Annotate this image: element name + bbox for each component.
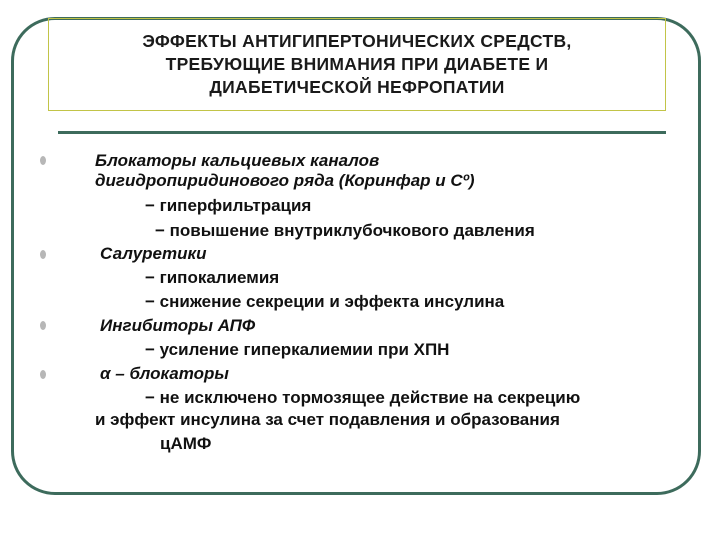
title-divider — [58, 131, 666, 134]
effect-item: − снижение секреции и эффекта инсулина — [145, 292, 505, 311]
effect-item: − усиление гиперкалиемии при ХПН — [145, 340, 450, 359]
effect-item: и эффект инсулина за счет подавления и образования — [95, 410, 560, 429]
effect-item: − не исключено тормозящее действие на секрецию — [145, 388, 581, 407]
effect-item: − гиперфильтрация — [145, 196, 312, 215]
drug-class-heading: Салуретики — [100, 244, 207, 263]
bullet-marker — [40, 370, 46, 379]
title-line: ДИАБЕТИЧЕСКОЙ НЕФРОПАТИИ — [209, 77, 505, 97]
drug-class-heading: α – блокаторы — [100, 364, 229, 383]
effect-item: цАМФ — [160, 434, 212, 453]
effect-item: − повышение внутриклубочкового давления — [155, 221, 535, 240]
bullet-marker — [40, 156, 46, 165]
drug-class-heading: Блокаторы кальциевых каналов — [95, 151, 380, 170]
bullet-marker — [40, 250, 46, 259]
bullet-marker — [40, 321, 46, 330]
effect-item: − гипокалиемия — [145, 268, 280, 287]
title-box — [48, 18, 666, 111]
title-line: ЭФФЕКТЫ АНТИГИПЕРТОНИЧЕСКИХ СРЕДСТВ, — [142, 31, 572, 51]
drug-class-heading: дигидропиридинового ряда (Коринфар и Сº) — [95, 171, 475, 190]
title-line: ТРЕБУЮЩИЕ ВНИМАНИЯ ПРИ ДИАБЕТЕ И — [165, 54, 549, 74]
drug-class-heading: Ингибиторы АПФ — [100, 316, 256, 335]
